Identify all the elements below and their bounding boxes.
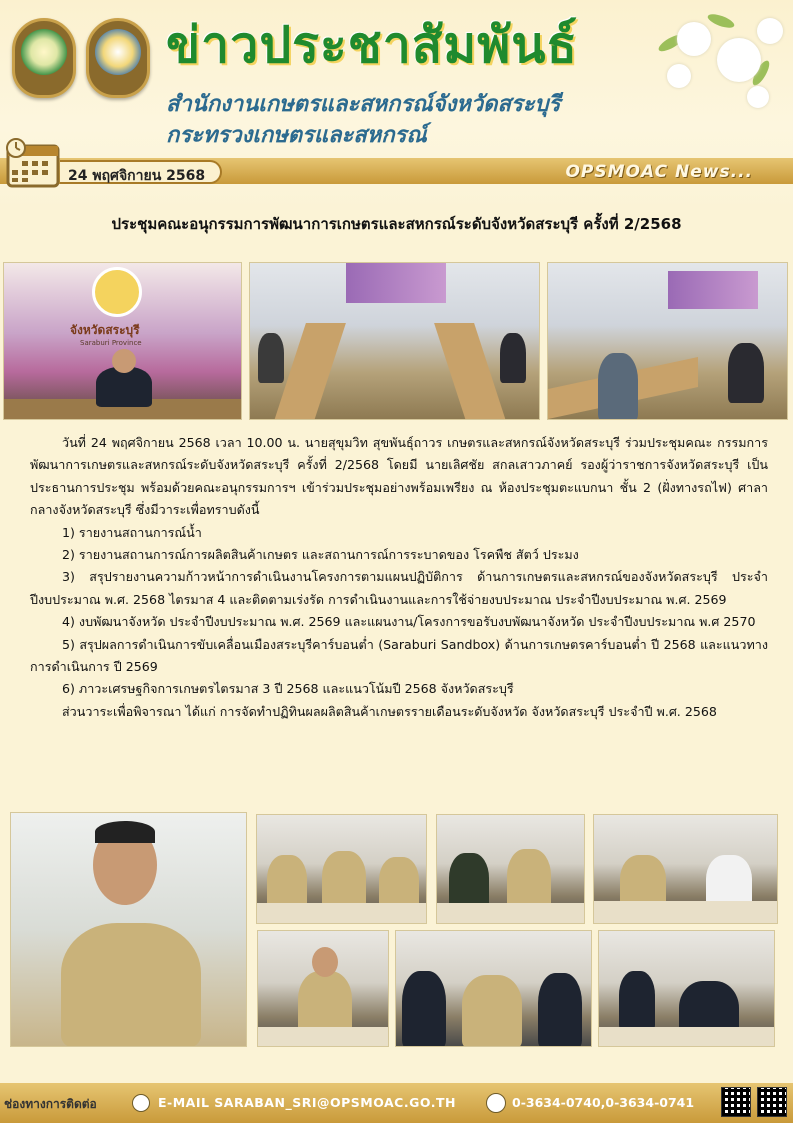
photo-attendees-6 bbox=[598, 930, 775, 1047]
photo-attendees-4 bbox=[257, 930, 389, 1047]
closing-paragraph: ส่วนวาระเพื่อพิจารณา ได้แก่ การจัดทำปฏิทินผลผลิตสินค้าเกษตรรายเดือนระดับจังหวัด จังหวัดสระบุรี ประจำปี พ.ศ. 2568 bbox=[62, 703, 717, 719]
flower-decoration bbox=[647, 8, 787, 118]
contact-phone[interactable]: 0-3634-0740,0-3634-0741 bbox=[512, 1095, 695, 1110]
photo-meeting-room-2 bbox=[547, 262, 788, 420]
article-body bbox=[30, 432, 768, 723]
contact-label: ช่องทางการติดต่อ bbox=[4, 1097, 97, 1111]
news-tag: OPSMOAC News... bbox=[565, 162, 753, 182]
photo-attendees-1 bbox=[256, 814, 427, 924]
photo-meeting-room-1 bbox=[249, 262, 540, 420]
banner-emblem bbox=[92, 267, 142, 317]
contact-email[interactable]: E-MAIL SARABAN_SRI@OPSMOAC.GO.TH bbox=[158, 1095, 456, 1110]
phone-icon bbox=[486, 1093, 506, 1113]
banner-english-text: Saraburi Province bbox=[80, 339, 142, 347]
photo-attendees-5 bbox=[395, 930, 592, 1047]
photo-agriculture-officer bbox=[10, 812, 247, 1047]
agenda-item: 1) รายงานสถานการณ์น้ำ bbox=[62, 524, 202, 540]
ministry-name: กระทรวงเกษตรและสหกรณ์ bbox=[166, 123, 427, 148]
contact-footer bbox=[0, 1083, 793, 1123]
agenda-item: 4) งบพัฒนาจังหวัด ประจำปีงบประมาณ พ.ศ. 2569 และแผนงาน/โครงการขอรับงบพัฒนาจังหวัด ประจำปีงบประมาณ พ.ศ 2570 bbox=[62, 614, 756, 630]
photo-chairman bbox=[3, 262, 242, 420]
mail-icon bbox=[132, 1094, 150, 1112]
photo-attendees-2 bbox=[436, 814, 585, 924]
agenda-item: 5) สรุปผลการดำเนินการขับเคลื่อนเมืองสระบุรีคาร์บอนต่ำ (Saraburi Sandbox) ด้านการเกษตรคาร์บอนต่ำ ปี 2568 และแนวทางการดำเนินการ ปี 2569 bbox=[30, 636, 768, 675]
intro-paragraph: วันที่ 24 พฤศจิกายน 2568 เวลา 10.00 น. นายสุขุมวิท สุขพันธุ์ถาวร เกษตรและสหกรณ์จังหวัดสระบุรี ร่วมประชุมคณะ กรรมการพัฒนาการเกษตรและสหกรณ์ระดับจังหวัดสระบุรี ครั้งที่ 2/2568 โดยมี นายเลิศชัย สกลเสาวภาคย์ รองผู้ว่าราชการจังหวัดสระบุรี เป็นประธานการประชุม พร้อมด้วยคณะอนุกรรมการฯ เข้าร่วมประชุมอย่างพร้อมเพรียง ณ ห้องประชุมตะแบกนา ชั้น 2 (ฝั่งทางรถไฟ) ศาลากลางจังหวัดสระบุรี ซึ่งมีวาระเพื่อทราบดังนี้ bbox=[30, 435, 768, 518]
office-name: สำนักงานเกษตรและสหกรณ์จังหวัดสระบุรี bbox=[166, 92, 561, 117]
page-title: ข่าวประชาสัมพันธ์ bbox=[166, 17, 578, 73]
photo-attendees-3 bbox=[593, 814, 778, 924]
agenda-item: 2) รายงานสถานการณ์การผลิตสินค้าเกษตร และสถานการณ์การระบาดของ โรคพืช สัตว์ ประมง bbox=[62, 547, 579, 563]
province-seal-logo bbox=[86, 18, 150, 98]
news-date: 24 พฤศจิกายน 2568 bbox=[60, 160, 222, 184]
agenda-item: 3) สรุปรายงานความก้าวหน้าการดำเนินงานโครงการตามแผนปฏิบัติการ ด้านการเกษตรและสหกรณ์ของจังหวัดสระบุรี ประจำปีงบประมาณ พ.ศ. 2568 ไตรมาส 4 และติดตามเร่งรัด การดำเนินงานและการใช้จ่ายงบประมาณ ประจำปีงบประมาณ พ.ศ. 2569 bbox=[30, 569, 768, 607]
qr-code-icon[interactable] bbox=[757, 1087, 787, 1117]
agency-seal-logo bbox=[12, 18, 76, 98]
qr-code-icon[interactable] bbox=[721, 1087, 751, 1117]
calendar-icon bbox=[4, 134, 62, 190]
banner-thai-text: จังหวัดสระบุรี bbox=[70, 323, 140, 337]
agenda-item: 6) ภาวะเศรษฐกิจการเกษตรไตรมาส 3 ปี 2568 และแนวโน้มปี 2568 จังหวัดสระบุรี bbox=[62, 681, 514, 697]
headline: ประชุมคณะอนุกรรมการพัฒนาการเกษตรและสหกรณ์ระดับจังหวัดสระบุรี ครั้งที่ 2/2568 bbox=[111, 215, 682, 233]
